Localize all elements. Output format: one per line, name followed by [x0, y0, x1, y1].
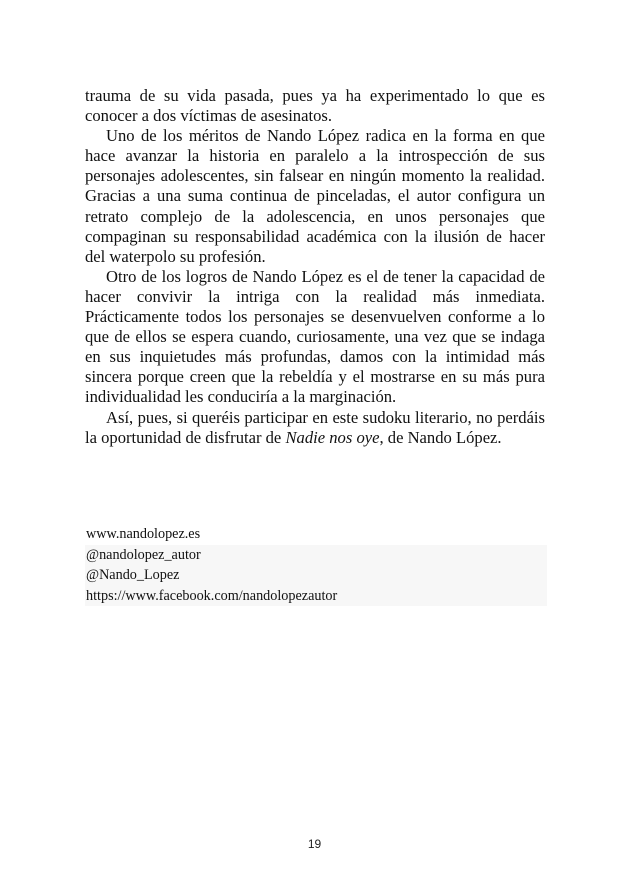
- body-text: [85, 86, 545, 448]
- author-links: [85, 524, 547, 606]
- conclusion-text-after: , de Nando López.: [379, 427, 502, 447]
- twitter-handle-link[interactable]: @Nando_Lopez: [85, 565, 547, 586]
- paragraph-conclusion: [85, 408, 545, 448]
- instagram-handle-link[interactable]: @nandolopez_autor: [85, 545, 547, 566]
- paragraph-merits: Uno de los méritos de Nando López radica en la forma en que hace avanzar la historia en paralelo a la introspección de sus personajes adolescentes, sin falsear en ningún momento la realidad. Gracias a una suma continua de pinceladas, el autor configura un retrato complejo de la adolescencia, en unos personajes que compaginan su responsabilidad académica con la ilusión de hacer del waterpolo su profesión.: [85, 126, 545, 266]
- page-number: 19: [307, 837, 322, 851]
- paragraph-achievements: Otro de los logros de Nando López es el de tener la capacidad de hacer convivir la intriga con la realidad más inmediata. Prácticamente todos los personajes se desenvuelven conforme a lo que de ellos se espera cuando, curiosamente, una vez que se indaga en sus inquietudes más profundas, damos con la intimidad más sincera porque creen que la rebeldía y el mostrarse en su más pura individualidad les conduciría a la marginación.: [85, 266, 545, 407]
- book-title: Nadie nos oye: [285, 427, 380, 447]
- facebook-link[interactable]: https://www.facebook.com/nandolopezautor: [85, 586, 547, 607]
- website-link[interactable]: www.nandolopez.es: [86, 526, 201, 542]
- paragraph-continuation: trauma de su vida pasada, pues ya ha experimentado lo que es conocer a dos víctimas de asesinatos.: [85, 86, 545, 126]
- conclusion-text-before: Así, pues, si queréis participar en este sudoku literario, no perdáis la oportunidad de disfrutar de: [85, 407, 545, 447]
